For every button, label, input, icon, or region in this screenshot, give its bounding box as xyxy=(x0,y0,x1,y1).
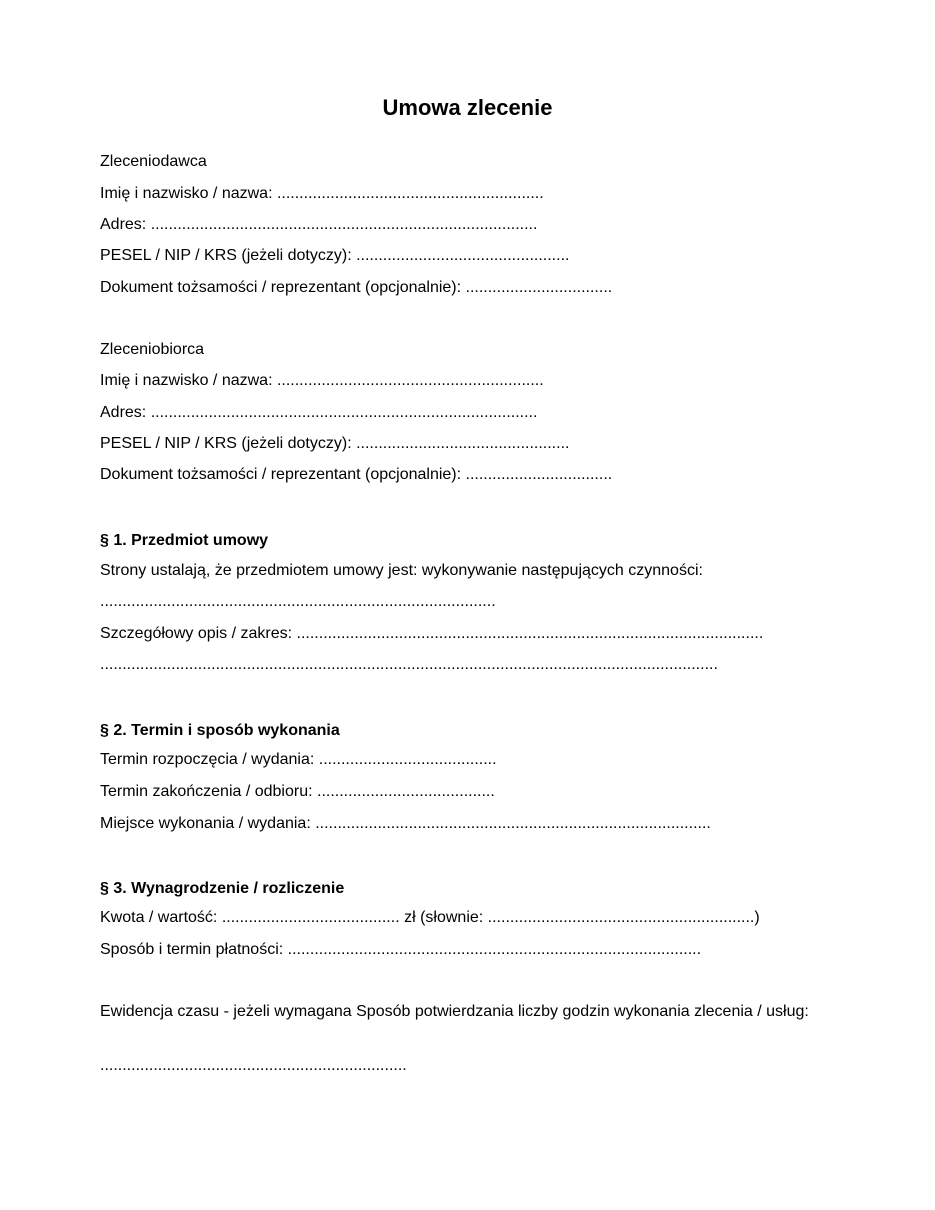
zleceniobiorca-address-line: Adres: ....................................................................................... xyxy=(100,404,538,421)
zleceniodawca-name-line: Imię i nazwisko / nazwa: ............................................................ xyxy=(100,185,544,202)
section-2-line-3: Miejsce wykonania / wydania: ......................................................................................... xyxy=(100,815,711,832)
timesheet-line: ..................................................................... xyxy=(100,1057,407,1074)
section-3-heading: § 3. Wynagrodzenie / rozliczenie xyxy=(100,880,345,897)
timesheet-text: Ewidencja czasu - jeżeli wymagana Sposób potwierdzania liczby godzin wykonania zlecenia / usług: xyxy=(100,1003,809,1020)
section-3-line-1: Kwota / wartość: ........................................ zł (słownie: ............................................................) xyxy=(100,909,760,926)
zleceniodawca-address-line: Adres: ....................................................................................... xyxy=(100,216,538,233)
section-1-line-1: Strony ustalają, że przedmiotem umowy jest: wykonywanie następujących czynności: xyxy=(100,562,703,579)
zleceniobiorca-document-line: Dokument tożsamości / reprezentant (opcjonalnie): ................................. xyxy=(100,466,613,483)
section-3-line-2: Sposób i termin płatności: ............................................................................................. xyxy=(100,941,702,958)
zleceniodawca-ids-line: PESEL / NIP / KRS (jeżeli dotyczy): ................................................ xyxy=(100,247,570,264)
section-2-heading: § 2. Termin i sposób wykonania xyxy=(100,722,340,739)
section-1-line-4: ........................................................................................................................................... xyxy=(100,656,718,673)
zleceniobiorca-name-line: Imię i nazwisko / nazwa: ............................................................ xyxy=(100,372,544,389)
section-2-line-1: Termin rozpoczęcia / wydania: ........................................ xyxy=(100,751,497,768)
section-2-line-2: Termin zakończenia / odbioru: ........................................ xyxy=(100,783,495,800)
zleceniobiorca-label: Zleceniobiorca xyxy=(100,341,205,358)
section-1-line-3: Szczegółowy opis / zakres: ......................................................................................................... xyxy=(100,625,764,642)
section-1-line-2: ......................................................................................... xyxy=(100,593,496,610)
document-title: Umowa zlecenie xyxy=(382,95,553,120)
zleceniodawca-document-line: Dokument tożsamości / reprezentant (opcjonalnie): ................................. xyxy=(100,279,613,296)
section-1-heading: § 1. Przedmiot umowy xyxy=(100,532,269,549)
zleceniodawca-label: Zleceniodawca xyxy=(100,153,207,170)
zleceniobiorca-ids-line: PESEL / NIP / KRS (jeżeli dotyczy): ................................................ xyxy=(100,435,570,452)
